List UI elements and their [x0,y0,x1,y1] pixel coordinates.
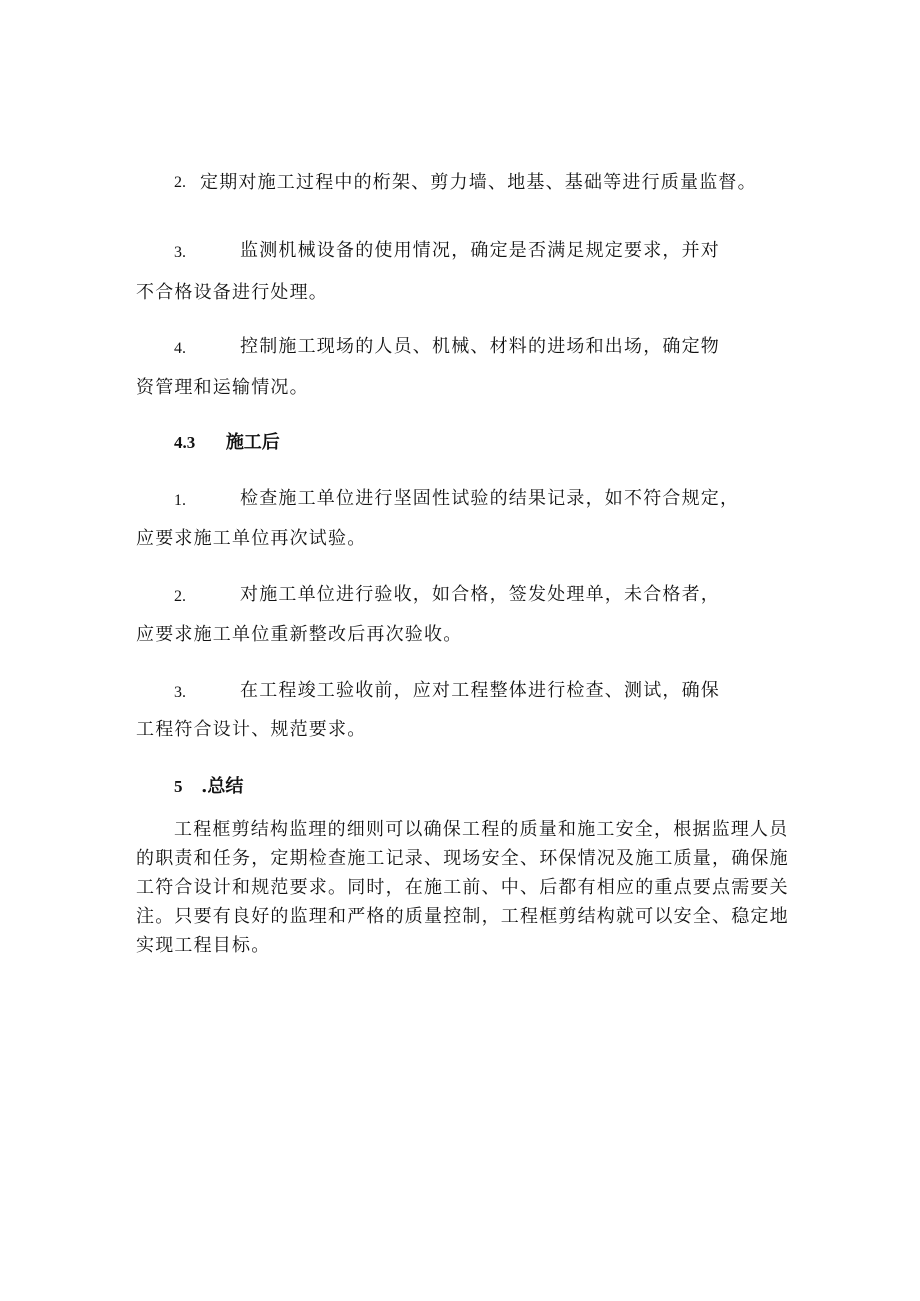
item-text-line1: 控制施工现场的人员、机械、材料的进场和出场，确定物 [240,336,720,357]
item-number: 2. [174,174,186,191]
item-text-line1: 监测机械设备的使用情况，确定是否满足规定要求，并对 [240,240,720,261]
section-number: 4.3 [174,433,196,452]
item-text-line2: 不合格设备进行处理。 [136,282,328,303]
item-number: 3. [174,244,186,261]
item-text-line1: 对施工单位进行验收，如合格，签发处理单，未合格者， [240,584,720,605]
item-number: 4. [174,340,186,357]
section-heading [174,776,243,798]
summary-paragraph: 工程框剪结构监理的细则可以确保工程的质量和施工安全，根据监理人员的职责和任务，定期检查施工记录、现场安全、环保情况及施工质量，确保施工符合设计和规范要求。同时，在施工前、中、后都有相应的重点要点需要关注。只要有良好的监理和严格的质量控制，工程框剪结构就可以安全、稳定地实现工程目标。 [136,819,789,956]
section-heading [174,432,280,454]
item-number: 1. [174,492,186,509]
item-text-line1: 检查施工单位进行坚固性试验的结果记录，如不符合规定， [240,488,740,509]
section-title: 施工后 [225,432,280,453]
item-text-line1: 在工程竣工验收前，应对工程整体进行检查、测试，确保 [240,680,720,701]
item-number: 2. [174,588,186,605]
item-number: 3. [174,684,186,701]
item-text-line2: 工程符合设计、规范要求。 [136,719,367,740]
item-text-line2: 应要求施工单位再次试验。 [136,528,367,549]
item-text-line2: 应要求施工单位重新整改后再次验收。 [136,624,463,645]
item-text-line2: 资管理和运输情况。 [136,377,309,398]
section-title: .总结 [201,776,244,797]
section-number: 5 [174,777,183,796]
item-text: 定期对施工过程中的桁架、剪力墙、地基、基础等进行质量监督。 [200,172,757,193]
